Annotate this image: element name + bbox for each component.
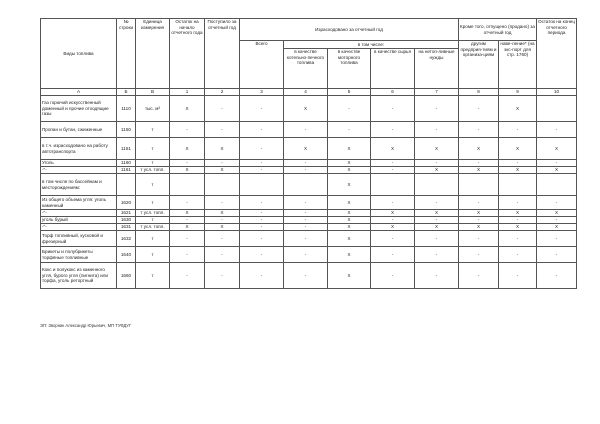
- value-cell: [415, 174, 459, 196]
- value-cell: X: [537, 210, 577, 217]
- fuel-name-cell: Кокс и полукокс из каменного угля, бурого угля (лигнита) или торфа, уголь ретортный: [41, 263, 117, 289]
- header-consumed: Израсходовано за отчетный год: [240, 19, 459, 41]
- value-cell: X: [371, 224, 415, 231]
- table-row: [41, 138, 577, 160]
- value-cell: -: [499, 247, 537, 263]
- value-cell: -: [459, 217, 499, 224]
- value-cell: -: [415, 217, 459, 224]
- value-cell: -: [240, 196, 284, 210]
- value-cell: X: [284, 96, 328, 122]
- value-cell: -: [415, 263, 459, 289]
- value-cell: X: [328, 231, 371, 247]
- fuel-name-cell: -"-: [41, 224, 117, 231]
- unit-cell: т: [136, 247, 170, 263]
- unit-cell: т: [136, 174, 170, 196]
- value-cell: -: [240, 210, 284, 217]
- value-cell: -: [371, 160, 415, 167]
- row-code-cell: 1630: [117, 217, 136, 224]
- value-cell: -: [284, 122, 328, 138]
- value-cell: X: [328, 263, 371, 289]
- value-cell: -: [284, 167, 328, 174]
- value-cell: -: [205, 263, 240, 289]
- value-cell: X: [328, 217, 371, 224]
- value-cell: [537, 96, 577, 122]
- value-cell: X: [328, 247, 371, 263]
- value-cell: -: [170, 231, 205, 247]
- row-code-cell: 1621: [117, 210, 136, 217]
- value-cell: X: [371, 210, 415, 217]
- table-row: [41, 96, 577, 122]
- value-cell: -: [170, 263, 205, 289]
- row-code-cell: 1632: [117, 231, 136, 247]
- table-row: [41, 231, 577, 247]
- value-cell: X: [537, 138, 577, 160]
- unit-cell: т: [136, 138, 170, 160]
- fuel-name-cell: Пропан и бутан, сжиженные: [41, 122, 117, 138]
- value-cell: -: [240, 224, 284, 231]
- index-cell: 5: [328, 89, 371, 96]
- footer-signature: ЭП: Зворник Александр Юрьевич, МП ТУФДУГ: [40, 323, 132, 328]
- value-cell: -: [499, 217, 537, 224]
- header-besides: Кроме того, отпущено (продано) за отчетный год: [459, 19, 537, 41]
- value-cell: -: [240, 217, 284, 224]
- row-code-cell: 1151: [117, 138, 136, 160]
- value-cell: X: [205, 138, 240, 160]
- value-cell: [170, 174, 205, 196]
- unit-cell: т усл. топл.: [136, 167, 170, 174]
- fuel-name-cell: Торф топливный, кусковой и фрезерный: [41, 231, 117, 247]
- unit-cell: т: [136, 196, 170, 210]
- value-cell: -: [459, 247, 499, 263]
- value-cell: -: [499, 231, 537, 247]
- value-cell: X: [499, 224, 537, 231]
- value-cell: -: [240, 122, 284, 138]
- value-cell: X: [415, 224, 459, 231]
- value-cell: -: [371, 122, 415, 138]
- fuel-name-cell: -"-: [41, 210, 117, 217]
- value-cell: -: [371, 96, 415, 122]
- header-other-enterprises: другим предприя-тиям и организа-циям: [459, 41, 499, 89]
- header-boiler-fuel: в качестве котельно-печного топлива: [284, 49, 328, 89]
- value-cell: X: [170, 167, 205, 174]
- fuel-name-cell: Из общего объема угля: уголь каменный: [41, 196, 117, 210]
- value-cell: -: [537, 247, 577, 263]
- value-cell: -: [205, 247, 240, 263]
- header-raw-material: в качестве сырья: [371, 49, 415, 89]
- value-cell: X: [328, 160, 371, 167]
- value-cell: -: [499, 263, 537, 289]
- index-cell: 9: [499, 89, 537, 96]
- value-cell: -: [499, 196, 537, 210]
- value-cell: X: [459, 224, 499, 231]
- value-cell: X: [328, 224, 371, 231]
- value-cell: -: [371, 196, 415, 210]
- index-cell: В: [136, 89, 170, 96]
- value-cell: [371, 174, 415, 196]
- value-cell: X: [205, 210, 240, 217]
- index-cell: 2: [205, 89, 240, 96]
- value-cell: -: [240, 167, 284, 174]
- table-row: [41, 196, 577, 210]
- value-cell: -: [205, 196, 240, 210]
- header-for-export: наве-ление* (на экс-порт для стр. 1760): [499, 41, 537, 89]
- table-row: [41, 217, 577, 224]
- header-including: в том числе:: [284, 41, 459, 49]
- index-cell: 1: [170, 89, 205, 96]
- row-code-cell: 1631: [117, 224, 136, 231]
- value-cell: [205, 174, 240, 196]
- index-cell: 3: [240, 89, 284, 96]
- value-cell: -: [415, 122, 459, 138]
- value-cell: X: [459, 138, 499, 160]
- value-cell: -: [240, 160, 284, 167]
- header-fuel-type: Виды топлива: [41, 19, 117, 89]
- value-cell: X: [170, 210, 205, 217]
- value-cell: X: [328, 210, 371, 217]
- value-cell: -: [537, 231, 577, 247]
- table-header: [41, 19, 577, 96]
- value-cell: [499, 174, 537, 196]
- value-cell: -: [459, 263, 499, 289]
- fuel-name-cell: -"-: [41, 167, 117, 174]
- value-cell: -: [205, 96, 240, 122]
- unit-cell: тыс. м³: [136, 96, 170, 122]
- value-cell: X: [459, 210, 499, 217]
- index-cell: 4: [284, 89, 328, 96]
- value-cell: X: [328, 138, 371, 160]
- value-cell: X: [170, 138, 205, 160]
- table-row: [41, 224, 577, 231]
- fuel-name-cell: Газ горючий искусственный доменный и прочие отходящие газы: [41, 96, 117, 122]
- header-total: Всего: [240, 41, 284, 89]
- value-cell: -: [537, 160, 577, 167]
- fuel-name-cell: уголь бурый: [41, 217, 117, 224]
- table-row: [41, 160, 577, 167]
- value-cell: X: [328, 196, 371, 210]
- value-cell: -: [328, 122, 371, 138]
- value-cell: -: [537, 122, 577, 138]
- value-cell: -: [170, 247, 205, 263]
- value-cell: X: [537, 224, 577, 231]
- value-cell: X: [499, 167, 537, 174]
- value-cell: X: [170, 224, 205, 231]
- table-row: [41, 167, 577, 174]
- value-cell: -: [459, 231, 499, 247]
- value-cell: -: [240, 96, 284, 122]
- index-cell: 8: [459, 89, 499, 96]
- value-cell: -: [205, 231, 240, 247]
- unit-cell: т: [136, 160, 170, 167]
- value-cell: X: [371, 138, 415, 160]
- header-non-fuel: на нетоп-ливные нужды: [415, 49, 459, 89]
- value-cell: -: [499, 160, 537, 167]
- value-cell: -: [371, 167, 415, 174]
- value-cell: X: [328, 167, 371, 174]
- value-cell: -: [240, 263, 284, 289]
- value-cell: -: [284, 217, 328, 224]
- unit-cell: т усл. топл.: [136, 224, 170, 231]
- value-cell: -: [499, 122, 537, 138]
- value-cell: -: [205, 160, 240, 167]
- value-cell: -: [371, 263, 415, 289]
- table-row: [41, 210, 577, 217]
- row-code-cell: [117, 174, 136, 196]
- table-row: [41, 263, 577, 289]
- value-cell: [284, 174, 328, 196]
- value-cell: -: [415, 96, 459, 122]
- value-cell: -: [415, 196, 459, 210]
- row-code-cell: 1161: [117, 167, 136, 174]
- header-motor-fuel: в качестве моторного топлива: [328, 49, 371, 89]
- value-cell: -: [284, 196, 328, 210]
- unit-cell: т усл. топл.: [136, 210, 170, 217]
- value-cell: -: [284, 210, 328, 217]
- value-cell: -: [371, 231, 415, 247]
- index-cell: 6: [371, 89, 415, 96]
- value-cell: -: [328, 96, 371, 122]
- value-cell: -: [205, 122, 240, 138]
- value-cell: -: [170, 160, 205, 167]
- value-cell: X: [328, 174, 371, 196]
- value-cell: -: [459, 160, 499, 167]
- row-code-cell: 1620: [117, 196, 136, 210]
- value-cell: X: [415, 138, 459, 160]
- header-opening-stock: Остаток на начало отчетного года: [170, 19, 205, 89]
- table-row: [41, 247, 577, 263]
- value-cell: -: [284, 263, 328, 289]
- index-cell: Б: [117, 89, 136, 96]
- value-cell: [240, 174, 284, 196]
- value-cell: -: [284, 231, 328, 247]
- value-cell: -: [205, 217, 240, 224]
- value-cell: X: [170, 96, 205, 122]
- table-row: [41, 122, 577, 138]
- value-cell: -: [170, 196, 205, 210]
- index-cell: 7: [415, 89, 459, 96]
- unit-cell: т: [136, 231, 170, 247]
- row-code-cell: 1150: [117, 122, 136, 138]
- value-cell: -: [240, 138, 284, 160]
- value-cell: X: [415, 167, 459, 174]
- value-cell: X: [537, 167, 577, 174]
- row-code-cell: 1110: [117, 96, 136, 122]
- unit-cell: т: [136, 122, 170, 138]
- table-row: [41, 174, 577, 196]
- value-cell: X: [415, 210, 459, 217]
- value-cell: -: [537, 196, 577, 210]
- value-cell: -: [371, 247, 415, 263]
- fuel-name-cell: в том числе по бассейнам и месторождениям:: [41, 174, 117, 196]
- value-cell: -: [240, 231, 284, 247]
- value-cell: -: [371, 217, 415, 224]
- value-cell: -: [459, 96, 499, 122]
- row-code-cell: 1660: [117, 263, 136, 289]
- value-cell: -: [415, 247, 459, 263]
- index-cell: А: [41, 89, 117, 96]
- value-cell: [537, 174, 577, 196]
- value-cell: [459, 174, 499, 196]
- row-code-cell: 1160: [117, 160, 136, 167]
- value-cell: -: [415, 160, 459, 167]
- row-code-cell: 1640: [117, 247, 136, 263]
- header-unit: Единица измерения: [136, 19, 170, 89]
- value-cell: -: [240, 247, 284, 263]
- value-cell: -: [170, 217, 205, 224]
- value-cell: X: [499, 210, 537, 217]
- value-cell: -: [284, 247, 328, 263]
- value-cell: -: [284, 224, 328, 231]
- index-cell: 10: [537, 89, 577, 96]
- fuel-name-cell: в т.ч. израсходовано на работу автотранспорта: [41, 138, 117, 160]
- value-cell: X: [459, 167, 499, 174]
- fuel-balance-table: [40, 18, 577, 289]
- value-cell: -: [459, 196, 499, 210]
- value-cell: X: [205, 224, 240, 231]
- value-cell: -: [537, 263, 577, 289]
- value-cell: -: [537, 217, 577, 224]
- header-closing-stock: Остаток на конец отчетного периода: [537, 19, 577, 89]
- header-row-no: № строки: [117, 19, 136, 89]
- table-body: [41, 96, 577, 289]
- column-index-row: [41, 89, 577, 96]
- value-cell: -: [284, 160, 328, 167]
- value-cell: X: [499, 96, 537, 122]
- fuel-name-cell: Уголь: [41, 160, 117, 167]
- value-cell: X: [499, 138, 537, 160]
- value-cell: -: [415, 231, 459, 247]
- unit-cell: т: [136, 217, 170, 224]
- value-cell: X: [284, 138, 328, 160]
- value-cell: X: [205, 167, 240, 174]
- header-received: Поступило за отчетный год: [205, 19, 240, 89]
- unit-cell: т: [136, 263, 170, 289]
- value-cell: -: [170, 122, 205, 138]
- fuel-name-cell: Брикеты и полубрикеты торфяные топливные: [41, 247, 117, 263]
- value-cell: -: [459, 122, 499, 138]
